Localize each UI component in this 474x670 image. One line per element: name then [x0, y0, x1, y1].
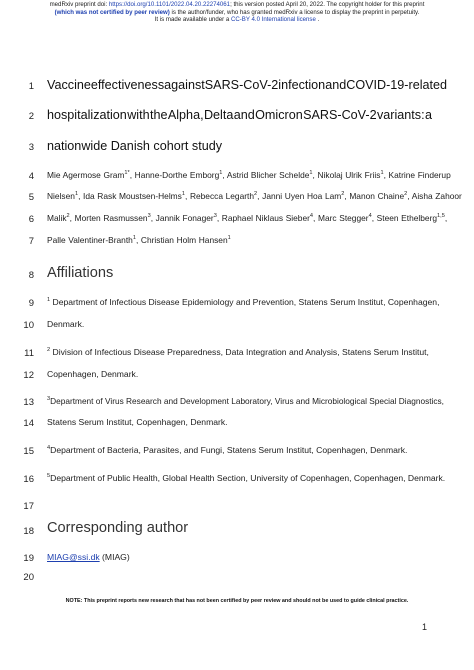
author: Raphael Niklaus Sieber [221, 213, 310, 223]
header-license-note: is the author/funder, who has granted medRxiv a license to display the preprint in perpetuity. [169, 8, 420, 16]
line-number: 4 [28, 171, 34, 182]
title-word: SARS-CoV-2 [303, 108, 377, 122]
line-number: 7 [28, 236, 34, 247]
line-number: 3 [28, 142, 34, 153]
author: Nikolaj Ulrik Friis [317, 170, 381, 180]
header-line-3 [0, 16, 474, 24]
line-number: 16 [23, 474, 34, 485]
author: Christian Holm Hansen [140, 235, 228, 245]
author-affiliation-mark: 2 [341, 191, 345, 197]
author-affiliation-mark: 3 [147, 213, 151, 219]
peer-review-disclaimer: NOTE: This preprint reports new research that has not been certified by peer review and should not be used to guide clinical practice. [65, 598, 409, 604]
affiliation-number: 2 [47, 347, 51, 353]
affiliation-number: 5 [47, 473, 51, 479]
paper-title-line-2 [47, 108, 432, 122]
page-number: 1 [422, 622, 428, 632]
author-affiliation-mark: 1 [74, 191, 79, 197]
line-number: 15 [23, 446, 34, 457]
author: Palle Valentiner-Branth [47, 235, 133, 245]
affiliation-text: Department of Infectious Disease Epidemiology and Prevention, Statens Serum Institut, Copenhagen, [52, 297, 440, 307]
title-word: SARS-CoV-2 [204, 78, 279, 92]
author: Rebecca Legarth [189, 191, 255, 201]
line-number: 12 [23, 370, 34, 381]
author: Ida Rask Moustsen-Helms [83, 191, 182, 201]
title-word: effectiveness [90, 78, 165, 92]
doi-link[interactable]: https://doi.org/10.1101/2022.04.20.22274061 [108, 1, 231, 8]
author-first-name: Katrine Finderup [388, 170, 451, 180]
affiliation-2-line-2: Copenhagen, Denmark. [47, 369, 139, 379]
author: Steen Ethelberg [376, 213, 438, 223]
affiliation-text: Department of Public Health, Global Health Section, University of Copenhagen, Copenhagen, Denmark. [50, 473, 446, 483]
title-word: with [127, 108, 150, 122]
preprint-header [0, 1, 474, 24]
corresponding-initials: (MIAG) [99, 552, 130, 562]
author-affiliation-mark: 4 [368, 213, 372, 219]
affiliation-text: Department of Bacteria, Parasites, and Fungi, Statens Serum Institut, Copenhagen, Denmark. [50, 445, 408, 455]
line-number: 10 [23, 320, 34, 331]
author: Hanne-Dorthe Emborg [134, 170, 220, 180]
header-line-2 [0, 9, 474, 17]
author-affiliation-mark: 3 [213, 213, 217, 219]
title-word: the [149, 108, 168, 122]
title-word: Vaccine [47, 78, 91, 92]
author-list-line-2: Nielsen$^1$, Ida Rask Moustsen-Helms$^1$, Rebecca Legarth$^2$, Janni Uyen Hoa Lam$^2$, Manon Chaine$^2$, Aisha Zahoor [47, 191, 462, 201]
line-number: 11 [24, 348, 34, 359]
affiliation-text: Division of Infectious Disease Preparedness, Data Integration and Analysis, Statens Serum Institut, [52, 347, 429, 357]
author: Morten Rasmussen [74, 213, 148, 223]
corresponding-author-contact [47, 552, 432, 562]
author-affiliation-mark: 1 [219, 170, 223, 176]
affiliation-4 [47, 445, 432, 455]
author-list-line-3: Malik$^2$, Morten Rasmussen$^3$, Jannik Fonager$^3$, Raphael Niklaus Sieber$^4$, Marc Stegger$^4$, Steen Ethelberg$^{1,5}$, [47, 213, 448, 223]
header-line-1 [0, 1, 474, 9]
author-last-name: Malik [47, 213, 67, 223]
line-number: 14 [23, 418, 34, 429]
affiliation-1-line-1 [47, 297, 440, 307]
author-affiliation-mark: 1 [132, 235, 136, 241]
author-affiliation-mark: 1 [309, 170, 313, 176]
author-last-name: Nielsen [47, 191, 75, 201]
line-number: 18 [23, 526, 34, 537]
corresponding-email-link[interactable]: MIAG@ssi.dk [47, 552, 100, 562]
line-number: 17 [23, 501, 34, 512]
affiliation-number: 3 [47, 396, 51, 402]
author-affiliation-mark: 1,5 [437, 213, 445, 219]
header-doi-suffix: ; this version posted April 20, 2022. The copyright holder for this preprint [230, 1, 425, 8]
line-number: 19 [23, 553, 34, 564]
title-word: Alpha, [167, 108, 204, 122]
author: Astrid Blicher Schelde [226, 170, 310, 180]
affiliation-text: Department of Virus Research and Development Laboratory, Virus and Microbiological Special Diagnostics, [50, 396, 444, 406]
line-number: 13 [23, 397, 34, 408]
author-list-line-1: Mie Agermose Gram$^{1*}$, Hanne-Dorthe Emborg$^1$, Astrid Blicher Schelde$^1$, Nikolaj Ulrik Friis$^1$, Katrine Finderup [47, 170, 451, 180]
title-word: infection [278, 78, 326, 92]
author-affiliation-mark: 2 [404, 191, 408, 197]
affiliation-5 [47, 473, 446, 483]
author-affiliation-mark: 1 [380, 170, 384, 176]
affiliations-heading: Affiliations [47, 265, 114, 281]
affiliation-2-line-1 [47, 347, 432, 357]
affiliation-number: 1 [47, 297, 51, 303]
author-first-name: Aisha Zahoor [411, 191, 462, 201]
line-number: 8 [28, 270, 34, 281]
author: Jannik Fonager [155, 213, 214, 223]
paper-title-line-3: nationwide Danish cohort study [47, 139, 223, 153]
title-word: and [233, 108, 255, 122]
title-word: Delta [203, 108, 234, 122]
line-number: 5 [28, 192, 34, 203]
affiliation-3-line-1 [47, 396, 444, 406]
author-affiliation-mark: 4 [309, 213, 314, 219]
corresponding-author-heading: Corresponding author [47, 520, 189, 536]
license-link[interactable]: CC-BY 4.0 International license [230, 16, 316, 24]
author: Janni Uyen Hoa Lam [262, 191, 342, 201]
affiliation-1-line-2: Denmark. [47, 319, 85, 329]
affiliation-3-line-2: Statens Serum Institut, Copenhagen, Denmark. [47, 417, 228, 427]
title-word: a [424, 108, 432, 122]
author-affiliation-mark: 2 [254, 191, 258, 197]
line-number: 1 [28, 81, 34, 92]
author-affiliation-mark: 1* [124, 170, 130, 176]
title-word: and [325, 78, 347, 92]
header-peer-review-note: (which was not certified by peer review) [54, 8, 170, 16]
title-word: against [164, 78, 205, 92]
line-number: 9 [28, 298, 34, 309]
author: Marc Stegger [318, 213, 369, 223]
header-doi-prefix: medRxiv preprint doi: [49, 1, 109, 8]
author: Mie Agermose Gram [47, 170, 125, 180]
line-number: 6 [28, 214, 34, 225]
line-number: 20 [23, 572, 34, 583]
header-license-suffix: . [315, 16, 320, 24]
author-affiliation-mark: 2 [66, 213, 70, 219]
author-affiliation-mark: 1 [227, 235, 231, 241]
line-number: 2 [28, 111, 34, 122]
title-word: variants: [376, 108, 425, 122]
author-list-line-4: Palle Valentiner-Branth$^1$, Christian Holm Hansen$^1$ [47, 235, 231, 245]
header-license-prefix: It is made available under a [154, 16, 231, 24]
title-word: Omicron [255, 108, 303, 122]
title-word: hospitalization [47, 108, 127, 122]
title-word: COVID-19-related [346, 78, 448, 92]
affiliation-number: 4 [47, 445, 51, 451]
author-affiliation-mark: 1 [181, 191, 185, 197]
author: Manon Chaine [349, 191, 405, 201]
paper-title-line-1 [47, 78, 448, 92]
